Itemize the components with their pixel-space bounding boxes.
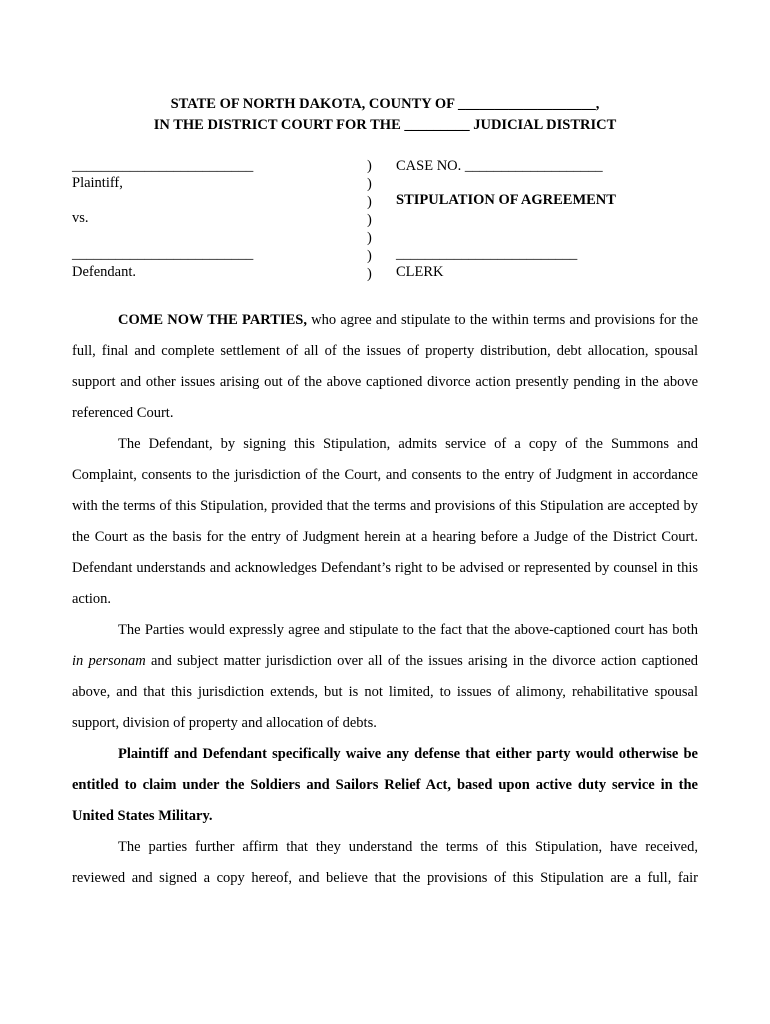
defendant-name-blank: _________________________ (72, 246, 254, 262)
parties-text: who agree and stipulate to the within terms and provisions for the full, final and complete settlement of all of the issues of property distribution, debt allocation, spousal support and other issues arising out of the above captioned divorce action presently pending in the above referenced Court. (72, 312, 699, 421)
document-title: STIPULATION OF AGREEMENT (396, 192, 616, 208)
clerk-blank: _________________________ (396, 246, 578, 262)
jurisdiction-text-b: and subject matter jurisdiction over all of the issues arising in the divorce action captioned above, and that this jurisdiction extends, but is not limited, to issues of alimony, rehabilitative spousal support, division of property and allocation of debts. (72, 653, 698, 731)
jurisdiction-text-a: The Parties would expressly agree and stipulate to the fact that the above-captioned court has both (118, 622, 698, 638)
versus-label: vs. (72, 210, 89, 226)
caption-paren: ) (367, 212, 372, 228)
plaintiff-name-blank: _________________________ (72, 158, 254, 174)
plaintiff-label: Plaintiff, (72, 175, 123, 191)
clerk-label: CLERK (396, 264, 444, 280)
court-state-county-heading: STATE OF NORTH DAKOTA, COUNTY OF ___________________, (170, 96, 600, 112)
caption-paren: ) (367, 266, 372, 282)
jurisdiction-italic: in personam (72, 653, 146, 669)
paragraph-jurisdiction (72, 615, 698, 739)
paragraph-waiver: Plaintiff and Defendant specifically waive any defense that either party would otherwise be entitled to claim under the Soldiers and Sailors Relief Act, based upon active duty service in the United States Military. (72, 746, 698, 824)
defendant-label: Defendant. (72, 264, 137, 280)
case-number-field: CASE NO. ___________________ (396, 158, 603, 174)
caption-paren: ) (367, 158, 372, 174)
caption-paren: ) (367, 230, 372, 246)
caption-paren: ) (367, 194, 372, 210)
paragraph-affirmation: The parties further affirm that they understand the terms of this Stipulation, have received, reviewed and signed a copy hereof, and believe that the provisions of this Stipulation are a full, fair (72, 839, 698, 886)
caption-paren: ) (367, 248, 372, 264)
document-body (72, 305, 698, 894)
paragraph-defendant-service: The Defendant, by signing this Stipulation, admits service of a copy of the Summons and Complaint, consents to the jurisdiction of the Court, and consents to the entry of Judgment in accordance with the terms of this Stipulation, provided that the terms and provisions of this Stipulation are accepted by the Court as the basis for the entry of Judgment herein at a hearing before a Judge of the District Court. Defendant understands and acknowledges Defendant’s right to be advised or represented by counsel in this action. (72, 436, 698, 607)
caption-paren: ) (367, 176, 372, 192)
paragraph-parties (72, 305, 698, 429)
court-district-heading: IN THE DISTRICT COURT FOR THE _________ JUDICIAL DISTRICT (153, 117, 617, 133)
parties-lead: COME NOW THE PARTIES, (118, 312, 307, 328)
